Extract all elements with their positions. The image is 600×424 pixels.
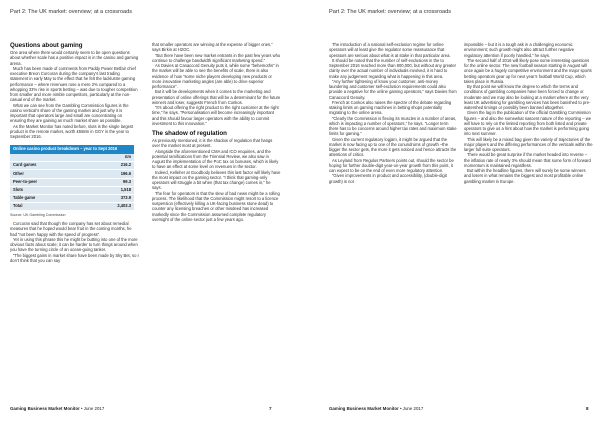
- row-value: 196.6: [120, 170, 131, 176]
- paragraph: As Leyland from Regulus Partners points out, should the sector be hoping for further double-digit year-on-year growth from this point, it can expect to be on the end of even more regulatory attention.: [329, 157, 454, 173]
- paragraph: As Davies at Canaccord Genuity puts it, while some “behemoths” in the market will be able to see the benefits of scale, there is also evidence of how “some niche players developing new products or more innovative marketing angles (are able) to drive superior performance”.: [152, 63, 279, 89]
- paragraph: “Clearly the Commission is flexing its muscles in a number of areas, which is impacting a number of operators,” he says. “Longer term there has to be concerns around higher tax rates and maximum stake limits for gaming.”: [329, 115, 457, 137]
- right-page: [300, 0, 600, 424]
- table-unit: £m: [125, 154, 131, 160]
- paragraph: impossible – but it is a tough ask in a challenging economic environment; such growth might also attract further negative regulatory attention if poorly handled,” he says.: [464, 42, 575, 58]
- footer: [329, 406, 423, 411]
- paragraph: The second half of 2016 will likely pose some interesting questions for the online sector. The new football season starting in August will once again be a hugely competitive environment and the major sports betting operators gear up for next year’s football World Cup, which takes place in Russia.: [464, 57, 592, 84]
- column-3: [329, 42, 458, 184]
- paragraph: Yet in using this phrase this he might be butting into one of the more obvious facts about scale; it can be harder to turn things around when you have the turning circle of an ocean-going tanker.: [10, 236, 138, 253]
- paragraph: As previously mentioned, it is the shadow of regulation that hangs over the market most at present.: [152, 138, 273, 149]
- casino-product-table: [10, 145, 134, 218]
- paragraph: Much has been made of comments from Paddy Power Betfair chief executive Breon Corcoran during the company’s last trading statement in early May to the effect that he felt the lacklustre gaming performance – where revenues rose a mere 2% compared to a whopping 33% rise in sports betting – was due to tougher competition from smaller and more nimble competitors, particularly at the non-casual end of the market.: [10, 65, 138, 103]
- table-row: [10, 170, 134, 178]
- paragraph: “The biggest gains in market share have been made by Sky Bet, so I don’t think that you can say: [10, 252, 139, 263]
- paragraph: that smaller operators are winning at the expense of bigger ones,” says Birkin at H2GC.: [152, 42, 273, 53]
- page-number: 8: [586, 406, 589, 411]
- column-2: [152, 42, 281, 222]
- paragraph: One area where there would certainly seem to be open questions about whether scale has a positive impact is in the casino and gaming arena.: [10, 50, 139, 66]
- paragraph: Given the lag in the publication of the official Gambling Commission figures – and also the somewhat nascent nature of the reporting – we will have to rely on the limited reporting from both listed and private operators to give us a hint about how the market is performing going into next summer.: [464, 110, 592, 137]
- row-label: Slots: [13, 186, 24, 192]
- paragraph: What we can see from the Gambling Commission figures is the casino vertical’s share of the gaming market and just why it is important that operators large and small are concentrating on ensuring they are gaining as much market share as possible.: [10, 102, 129, 124]
- footer-date: • June 2017: [81, 406, 105, 411]
- running-head: Part 2: The UK market: overview; at a crossroads: [329, 9, 452, 15]
- row-label: Card games: [13, 162, 37, 168]
- paragraph: It should be noted that the number of self-exclusions in the to September 2016 reached more than 800,000, but without any greater clarity over the actual number of individuals involved, it is hard to make any judgement regarding what is happening in this area.: [329, 57, 457, 79]
- paragraph: But within the headline figures, there will surely be some winners and losers in what remains the biggest and most profitable online gambling market in Europe.: [464, 168, 586, 184]
- footer: [10, 406, 104, 411]
- paragraph: French at Conkos also raises the spectre of the debate regarding staking limits on gaming machines in betting shops potentially migrating to the online arena.: [329, 99, 452, 116]
- paragraph: “It’s about offering the right product to the right customer at the right time,” he says. “Personalisation will become increasingly important and this should favour larger operators with the ability to commit investment to this innovation.”: [152, 105, 279, 126]
- row-value: 216.2: [120, 162, 131, 168]
- table-row: [10, 179, 134, 187]
- paragraph: The introduction of a national self-exclusion regime for online operators will at least give the regulator some reassurance that operators are serious about what is at stake in that particular area.: [329, 42, 451, 58]
- footer-brand: Gaming Business Market Monitor: [10, 406, 80, 411]
- table-unit-row: [10, 154, 134, 162]
- paragraph: The fear for operators is that the slew of bad news might be a rolling process. The likelihood that the Commission might resort to a licence suspension (effectively killing a UK-facing business stone dead) to counter any licensing breaches or other misdeed has increased markedly since the Commission assumed complete regulatory oversight of the online sector just a few years ago.: [152, 190, 280, 222]
- footer-brand: Gaming Business Market Monitor: [329, 406, 399, 411]
- running-head: Part 2: The UK market: overview; at a crossroads: [10, 9, 133, 15]
- page-number: 7: [269, 406, 272, 411]
- row-label: Total: [13, 203, 23, 209]
- paragraph: As the Market Monitor has noted before, slots is the single largest product in the remote market, worth £558m in GGY in the year to September 2016.: [10, 123, 134, 139]
- paragraph: Given the current regulatory logjam, it might be argued that the market is now facing up to one of the conundrums of growth –the bigger the sector gets, the more it gets noticed and hence attracts the attentions of critics.: [329, 136, 457, 158]
- paragraph: “Given improvements in product and accessibility, (double-digit growth) is not: [329, 173, 447, 184]
- table-row: [10, 195, 134, 203]
- table-title: Online casino product breakdown – year to Sept 2016: [10, 145, 134, 154]
- column-4: [464, 42, 593, 184]
- footer-date: • June 2017: [400, 406, 424, 411]
- paragraph: Alongside the aforementioned CMA and ICO enquiries, and the potential ramifications from the Triennial Review, we also saw in August the implementation of the PoC tax on bonuses, which is likely to have an effect at some level on revenues in the sector.: [152, 148, 279, 170]
- row-value: 2,403.3: [117, 203, 131, 209]
- column-1: [10, 42, 139, 263]
- row-value: 99.3: [123, 178, 131, 184]
- section-heading: The shadow of regulation: [152, 130, 227, 137]
- paragraph: Corcoran said that though the company has set about remedial measures that he hoped would bear fruit in the coming months, he had “not been happy with the speed of progress”.: [10, 221, 132, 237]
- paragraph: “But there have been new market entrants in the past few years who continue to challenge bandwidth significant marketing spend.”: [152, 52, 281, 63]
- table-source: Source: UK Gambling Commission: [10, 212, 66, 217]
- row-value: 373.9: [120, 195, 131, 201]
- row-label: Table game: [13, 195, 36, 201]
- paragraph: By that point we will know the degree to which the terms and conditions of gambling companies have been forced to change or moderate and we may also be looking at a market where at the very least UK advertising for gambling services has been banished to pre-watershed timings or possibly been banned altogether.: [464, 84, 591, 110]
- row-label: Peer-to-peer: [13, 178, 38, 184]
- paragraph: But it will be developments when it comes to the marketing and presentation of online offerings that will be a determinant for the future winners and loser, suggests French from Conkos.: [152, 89, 281, 105]
- row-label: Other: [13, 170, 24, 176]
- paragraph: This will likely be a mixed bag given the variety of trajectories of the major players and the differing performances of the verticals within the larger full suite operators.: [464, 136, 593, 152]
- paragraph: Indeed, Kelleher at Goodbody believes this last factor will likely have the most impact on the gaming sector. “I think that gaming-only operators will struggle a bit when (that tax change) comes in,” he says.: [152, 169, 281, 191]
- table-row: [10, 162, 134, 170]
- section-heading: Questions about gaming: [10, 42, 83, 49]
- paragraph: There would be great surprise if the market headed into reverse – the inflation rate of nearly 3% should mean that some form of forward momentum is maintained regardless.: [464, 152, 591, 168]
- paragraph: “Any further tightening of know your customer, anti-money laundering and customer self-exclusion requirements could also provide a negative for the online gaming operators,” says Davies from Canaccord Genuity.: [329, 78, 457, 100]
- row-value: 1,518: [120, 186, 131, 192]
- table-row-total: [10, 203, 134, 211]
- table-row: [10, 187, 134, 195]
